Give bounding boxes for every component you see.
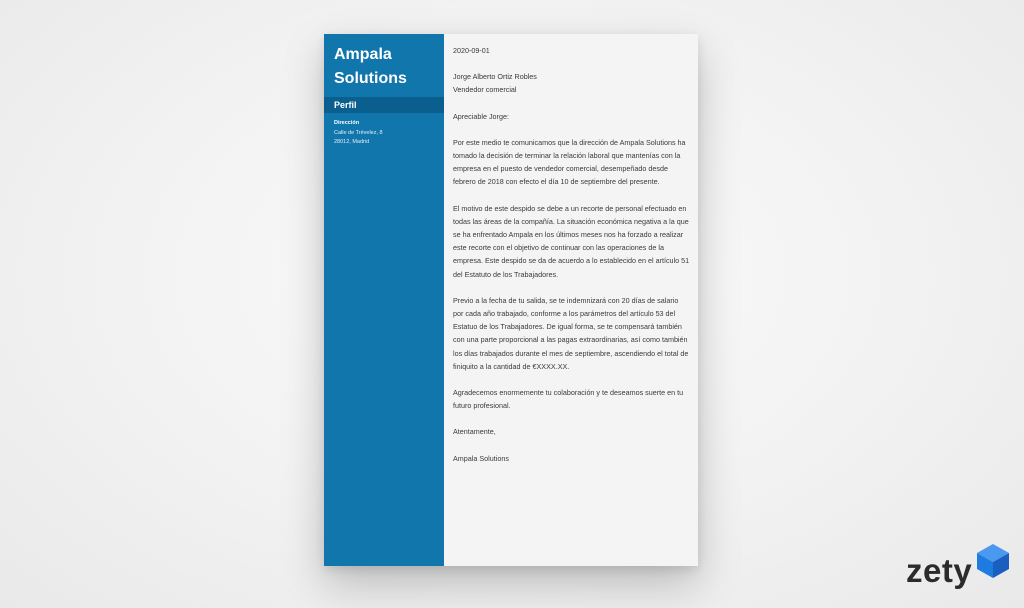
zety-brand [906, 543, 1010, 587]
letter-paragraph-3: Previo a la fecha de tu salida, se te indemnizará con 20 días de salario por cada año trabajado, conforme a los parámetros del artículo 53 del Estatuo de los Trabajadores. De igual forma, se te compensará también con una parte proporcional a las pagas extraordinarias, así como también los días trabajados durante el mes de septiembre, ascendiendo el total de finiquito a la cantidad de €XXXX.XX. [453, 295, 689, 371]
letter-paragraph-2: El motivo de este despido se debe a un recorte de personal efectuado en todas las áreas de la compañía. La situación económica negativa a la que se ha enfrentado Ampala en los últimos meses nos ha forzado a realizar este recorte con el objetivo de continuar con las operaciones de la empresa. Este despido se da de acuerdo a lo establecido en el artículo 51 del Estatuto de los Trabajadores. [453, 203, 690, 279]
letter-body [444, 34, 698, 566]
company-name-line2: Solutions [334, 70, 407, 87]
letter-sidebar [324, 34, 444, 566]
profile-section-header: Perfil [324, 97, 444, 113]
address-line-city: 28012, Madrid [334, 139, 370, 145]
address-line-street: Calle de Trévelez, 8 [334, 129, 383, 136]
recipient-title: Vendedor comercial [453, 85, 517, 95]
zety-cube-icon [976, 543, 1010, 579]
brand-name: zety [906, 552, 973, 589]
address-block [324, 113, 444, 148]
recipient-name: Jorge Alberto Ortiz Robles [453, 72, 537, 82]
letter-page [324, 34, 698, 566]
letter-signature: Ampala Solutions [453, 453, 509, 463]
letter-paragraph-1: Por este medio te comunicamos que la dirección de Ampala Solutions ha tomado la decisión de terminar la relación laboral que mantenías con la empresa en el puesto de vendedor comercial, desempeñado desde febrero de 2018 con efecto el día 10 de septiembre del presente. [453, 137, 686, 187]
letter-closing: Atentamente, [453, 427, 496, 437]
company-name [324, 34, 444, 91]
company-name-line1: Ampala [334, 46, 392, 63]
letter-greeting: Apreciable Jorge: [453, 111, 509, 121]
address-label: Dirección [334, 120, 360, 126]
letter-paragraph-4: Agradecemos enormemente tu colaboración y te deseamos suerte en tu futuro profesional. [453, 388, 684, 411]
letter-date: 2020-09-01 [453, 46, 490, 55]
